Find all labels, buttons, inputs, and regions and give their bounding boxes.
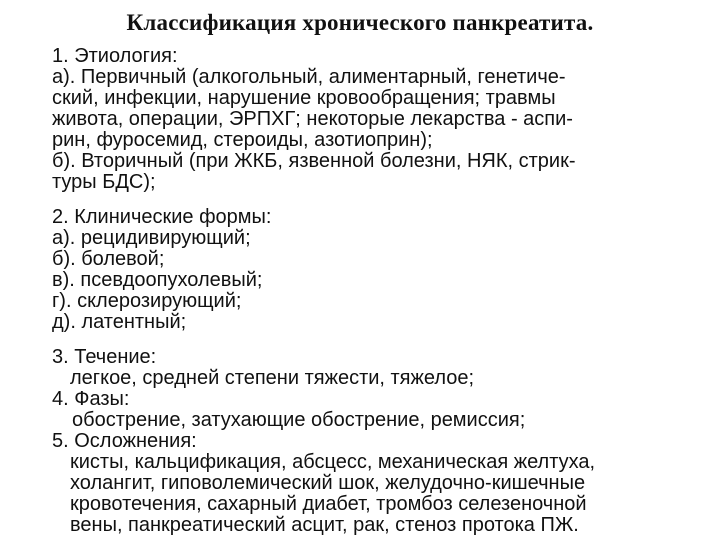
text-line: живота, операции, ЭРПХГ; некоторые лекарства - аспи- — [52, 108, 573, 130]
text-line: а). Первичный (алкогольный, алиментарный, генетиче- — [52, 66, 566, 88]
text-line: 4. Фазы: — [52, 388, 130, 410]
text-line: рин, фуросемид, стероиды, азотиоприн); — [52, 129, 433, 151]
text-line: обострение, затухающие обострение, ремиссия; — [72, 409, 526, 431]
text-line: ский, инфекции, нарушение кровообращения; травмы — [52, 87, 556, 109]
text-line: в). псевдоопухолевый; — [52, 269, 263, 291]
text-line: 5. Осложнения: — [52, 430, 197, 452]
text-line: г). склерозирующий; — [52, 290, 242, 312]
text-line: 3. Течение: — [52, 346, 157, 368]
text-line: холангит, гиповолемический шок, желудочно-кишечные — [70, 472, 586, 494]
text-line: а). рецидивирующий; — [52, 227, 251, 249]
text-line: вены, панкреатический асцит, рак, стеноз протока ПЖ. — [70, 514, 579, 536]
text-line: б). Вторичный (при ЖКБ, язвенной болезни, НЯК, стрик- — [52, 150, 576, 172]
text-line: д). латентный; — [52, 311, 187, 333]
slide-title: Классификация хронического панкреатита. — [126, 10, 594, 35]
text-line: 1. Этиология: — [52, 45, 178, 67]
text-line: кисты, кальцификация, абсцесс, механическая желтуха, — [70, 451, 596, 473]
text-line: кровотечения, сахарный диабет, тромбоз селезеночной — [70, 493, 587, 515]
text-line: туры БДС); — [52, 171, 156, 193]
text-line: б). болевой; — [52, 248, 165, 270]
text-line: 2. Клинические формы: — [52, 206, 272, 228]
text-line: легкое, средней степени тяжести, тяжелое; — [70, 367, 475, 389]
